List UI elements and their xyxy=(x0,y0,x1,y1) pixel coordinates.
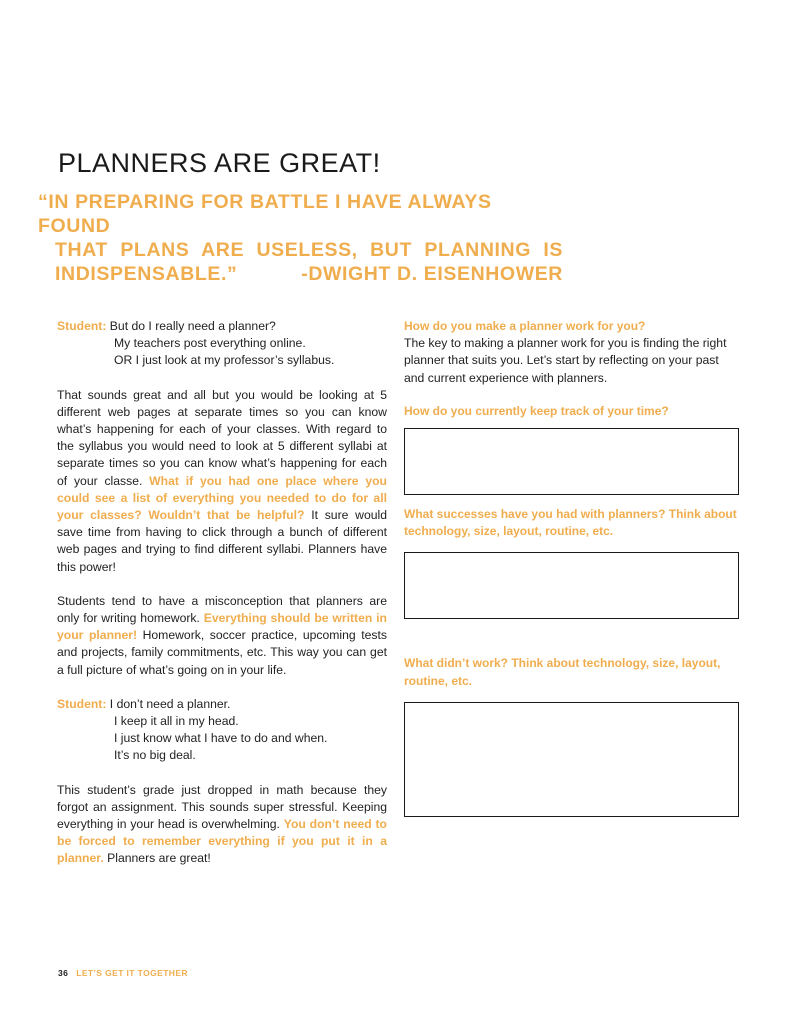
paragraph-text: Students tend to have a misconception that planners are only for writing homework. xyxy=(57,593,387,626)
question-1: How do you currently keep track of your time? xyxy=(404,403,669,418)
student-dialogue-1 xyxy=(57,318,387,370)
student-dialogue-2 xyxy=(57,696,387,765)
quote-line-3-text: INDISPENSABLE.” xyxy=(55,263,238,285)
student-line: My teachers post everything online. xyxy=(114,336,306,351)
student-label: Student: xyxy=(57,696,107,711)
page-footer xyxy=(58,968,188,978)
question-2: What successes have you had with planners? Think about technology, size, layout, routine, etc. xyxy=(404,507,737,539)
quote-line-2: THAT PLANS ARE USELESS, BUT PLANNING IS xyxy=(55,239,563,261)
quote-attribution: -DWIGHT D. EISENHOWER xyxy=(301,263,563,285)
paragraph-misconception xyxy=(57,593,387,679)
student-line: OR I just look at my professor’s syllabus. xyxy=(114,353,335,368)
student-line: It’s no big deal. xyxy=(114,748,196,763)
student-line: I keep it all in my head. xyxy=(114,714,239,729)
question-3: What didn’t work? Think about technology, size, layout, routine, etc. xyxy=(404,656,721,688)
highlight-text: Everything should be written in your planner! xyxy=(57,611,387,643)
student-label: Student: xyxy=(57,319,107,333)
right-column xyxy=(404,318,739,817)
left-column xyxy=(57,318,387,885)
intro-paragraph: The key to making a planner work for you is finding the right planner that suits you. Let’s start by reflecting on your past and current experience with planners. xyxy=(404,336,727,385)
answer-box-1[interactable] xyxy=(404,428,739,495)
eisenhower-quote xyxy=(38,190,563,286)
student-line: I don’t need a planner. xyxy=(106,696,231,711)
page-title: PLANNERS ARE GREAT! xyxy=(58,148,381,178)
answer-box-2[interactable] xyxy=(404,552,739,619)
paragraph-text: That sounds great and all but you would be looking at 5 different web pages at separate times so you can know what’s happening for each of your classes. With regard to the syllabus you would need to look at 5 different syllabi at separate times so you can know what’s happening for each of your classe. xyxy=(57,387,387,488)
quote-line-1: “IN PREPARING FOR BATTLE I HAVE ALWAYS FOUND xyxy=(38,191,492,237)
section-name: LET’S GET IT TOGETHER xyxy=(76,968,188,978)
highlight-text: What if you had one place where you could see a list of everything you needed to do for all your classes? Wouldn’t that be helpful? xyxy=(57,473,387,523)
paragraph-overwhelming xyxy=(57,782,387,868)
page-number: 36 xyxy=(58,968,69,978)
student-line: But do I really need a planner? xyxy=(106,319,276,333)
section-heading: How do you make a planner work for you? xyxy=(404,319,646,333)
paragraph-text: It sure would save time from having to click through a bunch of different web pages and trying to find different syllabi. Planners have this power! xyxy=(57,508,387,574)
paragraph-web-pages xyxy=(57,387,387,576)
paragraph-text: This student’s grade just dropped in math because they forgot an assignment. This sounds super stressful. Keeping everything in your head is overwhelming. xyxy=(57,782,387,832)
paragraph-text: Homework, soccer practice, upcoming tests and projects, family commitments, etc. This way you can get a full picture of what’s going on in your life. xyxy=(57,628,387,677)
student-line: I just know what I have to do and when. xyxy=(114,731,328,746)
paragraph-text: Planners are great! xyxy=(103,851,211,866)
highlight-text: You don’t need to be forced to remember everything if you put it in a planner. xyxy=(57,817,388,866)
answer-box-3[interactable] xyxy=(404,702,739,817)
quote-line-3 xyxy=(38,262,563,286)
